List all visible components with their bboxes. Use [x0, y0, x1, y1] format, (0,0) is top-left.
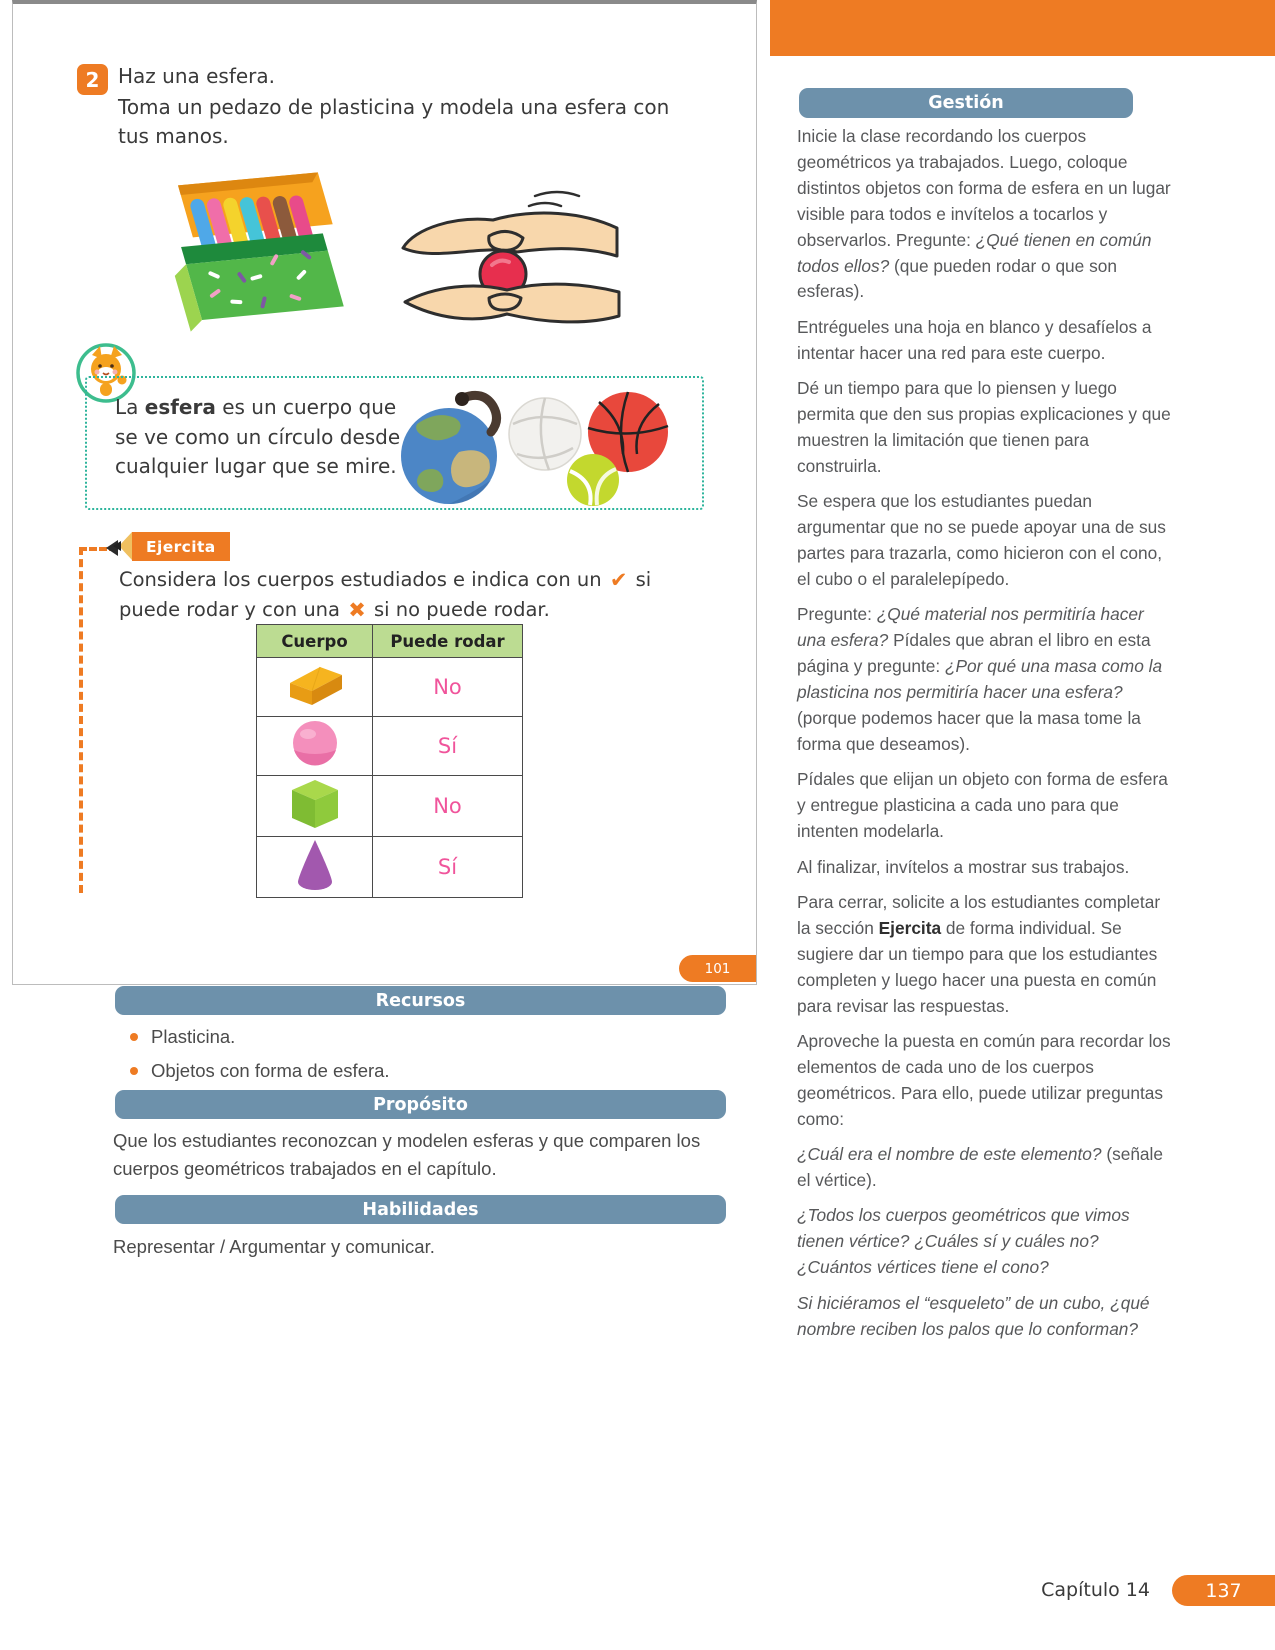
answer-cell: Sí: [373, 837, 523, 898]
list-item: [130, 1024, 730, 1050]
bullet-icon: [130, 1067, 138, 1075]
habilidades-text: Representar / Argumentar y comunicar.: [113, 1236, 435, 1257]
student-book-page: [12, 0, 757, 985]
table-row: [257, 658, 523, 717]
col-header-cuerpo: Cuerpo: [257, 625, 373, 658]
ejercita-label: Ejercita: [132, 532, 230, 561]
footer-chapter-label: Capítulo 14: [1041, 1579, 1150, 1601]
list-item-text: Objetos con forma de esfera.: [151, 1060, 390, 1081]
recursos-header-bar: [115, 986, 726, 1015]
definition-note: [85, 376, 704, 510]
habilidades-header-bar: [115, 1195, 726, 1224]
tennis-ball-image: [565, 452, 621, 508]
teacher-paragraph: Si hiciéramos el “esqueleto” de un cubo, ¿qué nombre reciben los palos que lo conforman?: [797, 1292, 1150, 1339]
rectangular-prism-icon: [282, 661, 348, 709]
globe-image: [399, 386, 503, 508]
teacher-paragraph: Entrégueles una hoja en blanco y desafíelos a intentar hacer una red para este cuerpo.: [797, 316, 1152, 363]
hands-modeling-ball-image: [385, 186, 622, 340]
footer-page-number-pill: 137: [1172, 1575, 1275, 1606]
definition-text: La esfera es un cuerpo que se ve como un círculo desde cualquier lugar que se mire.: [115, 395, 401, 478]
gestion-header-label: Gestión: [928, 93, 1004, 113]
plasticine-box-image: [148, 160, 355, 342]
table-row: [257, 837, 523, 898]
cube-icon: [288, 777, 342, 831]
teacher-paragraph: Inicie la clase recordando los cuerpos geométricos ya trabajados. Luego, coloque distintos objetos con forma de esfera en un lugar visible para todos e invítelos a tocarlos y observarlos. Pregunte: ¿Qué tienen en común todos ellos? (que pueden rodar o que son esferas).: [797, 126, 1171, 302]
exercise-number: 2: [85, 67, 100, 92]
proposito-header-label: Propósito: [373, 1094, 468, 1115]
teacher-paragraph: Aproveche la puesta en común para recordar los elementos de cada uno de los cuerpos geométricos. Para ello, puede utilizar preguntas como:: [797, 1031, 1171, 1129]
habilidades-header-label: Habilidades: [362, 1199, 479, 1220]
teacher-paragraph: ¿Todos los cuerpos geométricos que vimos tienen vértice? ¿Cuáles sí y cuáles no? ¿Cuántos vértices tiene el cono?: [797, 1205, 1130, 1278]
recursos-header-label: Recursos: [375, 990, 466, 1011]
table-row: [257, 776, 523, 837]
teacher-paragraph: Para cerrar, solicite a los estudiantes completar la sección Ejercita de forma individual. Se sugiere dar un tiempo para que los estudiantes completen y luego hacer una puesta en común para revisar las respuestas.: [797, 891, 1161, 1016]
teacher-paragraph: Se espera que los estudiantes puedan argumentar que no se puede apoyar una de sus partes para trazarla, como hicieron con el cono, el cubo o el paralelepípedo.: [797, 491, 1166, 589]
proposito-header-bar: [115, 1090, 726, 1119]
exercise-body: Toma un pedazo de plasticina y modela una esfera con tus manos.: [118, 95, 670, 148]
exercise-title: Haz una esfera.: [118, 64, 276, 88]
cross-icon: ✖: [348, 598, 366, 622]
answer-cell: No: [373, 776, 523, 837]
list-item: [130, 1058, 730, 1084]
ejercita-bracket: [79, 547, 117, 893]
col-header-puede-rodar: Puede rodar: [373, 625, 523, 658]
teacher-paragraph: Al finalizar, invítelos a mostrar sus trabajos.: [797, 856, 1130, 877]
sphere-icon: [290, 719, 340, 769]
teacher-paragraph: Pídales que elijan un objeto con forma de esfera y entregue plasticina a cada uno para que intenten modelarla.: [797, 769, 1168, 842]
bullet-icon: [130, 1033, 138, 1041]
answer-cell: No: [373, 658, 523, 717]
teacher-paragraph: ¿Cuál era el nombre de este elemento? (señale el vértice).: [797, 1144, 1163, 1191]
ejercita-instruction: Considera los cuerpos estudiados e indica con un ✔ si puede rodar y con una ✖ si no puede rodar.: [119, 568, 652, 622]
teacher-paragraph: Pregunte: ¿Qué material nos permitiría hacer una esfera? Pídales que abran el libro en esta página y pregunte: ¿Por qué una masa como la plasticina nos permitiría hacer una esfera? (porque podemos hacer que la masa tome la forma que deseamos).: [797, 604, 1163, 754]
list-item-text: Plasticina.: [151, 1026, 236, 1047]
ejercita-tag: [119, 532, 230, 561]
table-header-row: [257, 625, 523, 658]
header-band: [770, 0, 1275, 56]
student-page-number-pill: 101: [679, 955, 756, 982]
recursos-list: [130, 1024, 730, 1092]
cone-icon: [294, 838, 336, 892]
answer-cell: Sí: [373, 717, 523, 776]
cuerpo-table: [256, 624, 523, 898]
table-row: [257, 717, 523, 776]
exercise-number-badge: [77, 64, 108, 95]
check-icon: ✔: [609, 568, 628, 592]
teacher-notes: [797, 124, 1177, 1352]
proposito-text: Que los estudiantes reconozcan y modelen esferas y que comparen los cuerpos geométricos trabajados en el capítulo.: [113, 1130, 701, 1179]
teacher-paragraph: Dé un tiempo para que lo piensen y luego permita que den sus propias explicaciones y que muestren la limitación que tienen para construirla.: [797, 378, 1171, 476]
gestion-header-bar: [799, 88, 1133, 118]
